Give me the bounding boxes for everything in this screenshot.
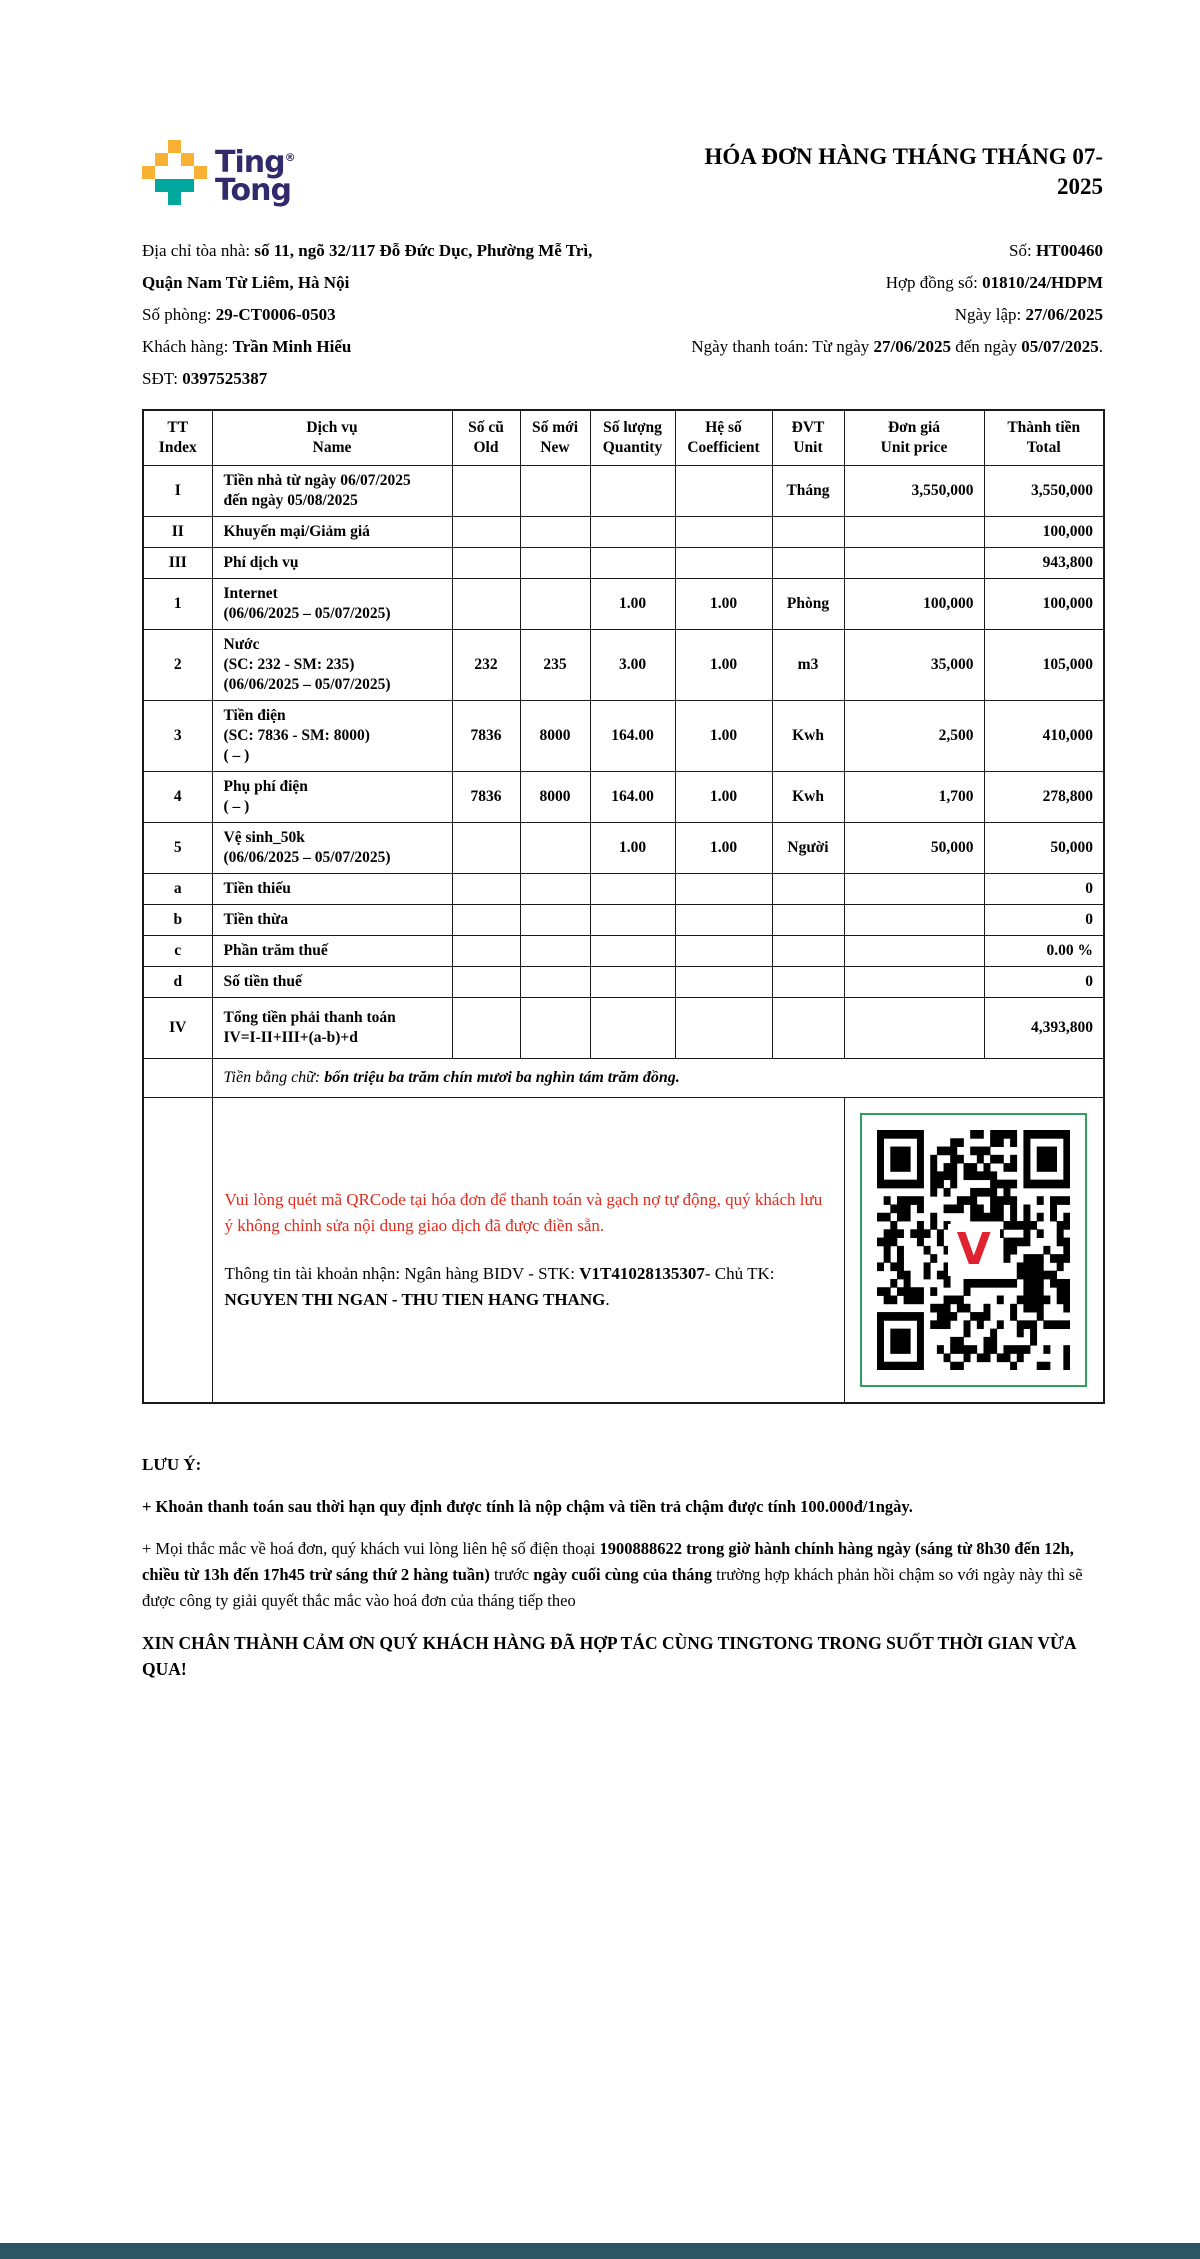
cell-unit-price	[844, 905, 984, 936]
cell-old: 232	[452, 630, 520, 701]
payment-instructions-cell	[212, 1098, 844, 1403]
cell-service-name: Tiền thiếu	[212, 874, 452, 905]
cell-quantity	[590, 466, 675, 517]
text-segment: đến ngày	[950, 337, 1022, 356]
text-segment: số 11, ngõ 32/117 Đỗ Đức Dục, Phường Mễ Trì,	[254, 241, 593, 260]
cell-new: 8000	[520, 772, 590, 823]
cell-new	[520, 548, 590, 579]
text-segment: ngày cuối cùng của tháng	[533, 1564, 712, 1584]
cell-unit	[772, 548, 844, 579]
tingtong-logo-icon	[142, 140, 207, 205]
cell-coefficient	[675, 517, 772, 548]
cell-unit-price: 50,000	[844, 823, 984, 874]
cell-total: 0	[984, 905, 1104, 936]
cell-index: III	[143, 548, 212, 579]
invoice-title-line1: HÓA ĐƠN HÀNG THÁNG THÁNG 07-	[704, 144, 1103, 169]
text-segment: trường hợp khách phản hồi chậm so với ngày này thì sẽ được công ty giải quyết thắc mắc vào hoá đơn của tháng tiếp theo	[142, 1564, 1083, 1610]
cell-index: I	[143, 466, 212, 517]
table-row	[143, 936, 1104, 967]
text-segment: 27/06/2025	[873, 337, 951, 356]
invoice-table-footer	[143, 1059, 1104, 1403]
note-hotline	[142, 1536, 1103, 1614]
cell-old	[452, 874, 520, 905]
invoice-page	[142, 140, 1103, 1698]
cell-service-name: Nước (SC: 232 - SM: 235) (06/06/2025 – 05/07/2025)	[212, 630, 452, 701]
cell-unit: Kwh	[772, 772, 844, 823]
brand-line1: Ting	[215, 145, 285, 180]
cell-service-name: Số tiền thuế	[212, 967, 452, 998]
cell-coefficient: 1.00	[675, 701, 772, 772]
payment-date-line	[691, 331, 1103, 363]
cell-unit-price: 100,000	[844, 579, 984, 630]
registered-mark: ®	[284, 151, 295, 164]
text-segment: bốn triệu ba trăm chín mươi ba nghìn tám trăm đồng.	[324, 1069, 680, 1086]
cell-coefficient	[675, 548, 772, 579]
text-segment: 05/07/2025	[1021, 337, 1099, 356]
table-row	[143, 823, 1104, 874]
table-row	[143, 905, 1104, 936]
cell-total: 943,800	[984, 548, 1104, 579]
cell-total: 0	[984, 967, 1104, 998]
amount-in-words-index-cell	[143, 1059, 212, 1098]
cell-coefficient	[675, 905, 772, 936]
cell-old	[452, 823, 520, 874]
cell-old: 7836	[452, 772, 520, 823]
table-row	[143, 772, 1104, 823]
brand-wordmark	[215, 144, 295, 208]
cell-unit-price	[844, 548, 984, 579]
table-row	[143, 630, 1104, 701]
cell-quantity	[590, 517, 675, 548]
col-header-name: Dịch vụ Name	[212, 410, 452, 466]
cell-service-name: Tiền nhà từ ngày 06/07/2025 đến ngày 05/08/2025	[212, 466, 452, 517]
cell-quantity	[590, 936, 675, 967]
cell-old: 7836	[452, 701, 520, 772]
col-header-index: TT Index	[143, 410, 212, 466]
table-row	[143, 967, 1104, 998]
cell-old	[452, 466, 520, 517]
text-segment: Ngày lập:	[954, 305, 1026, 324]
cell-unit-price: 2,500	[844, 701, 984, 772]
cell-new: 235	[520, 630, 590, 701]
cell-quantity: 1.00	[590, 823, 675, 874]
text-segment: SĐT:	[142, 369, 183, 388]
cell-coefficient: 1.00	[675, 823, 772, 874]
text-segment: Hợp đồng số:	[885, 273, 983, 292]
cell-coefficient	[675, 874, 772, 905]
text-segment: 0397525387	[182, 369, 268, 388]
table-row	[143, 701, 1104, 772]
invoice-table-body	[143, 466, 1104, 1059]
col-header-quantity: Số lượng Quantity	[590, 410, 675, 466]
cell-unit-price: 35,000	[844, 630, 984, 701]
cell-index: 4	[143, 772, 212, 823]
text-segment: Thông tin tài khoản nhận: Ngân hàng BIDV - STK:	[224, 1263, 580, 1283]
table-row	[143, 874, 1104, 905]
cell-coefficient	[675, 936, 772, 967]
cell-new	[520, 905, 590, 936]
cell-unit	[772, 905, 844, 936]
cell-unit: Tháng	[772, 466, 844, 517]
cell-total: 100,000	[984, 517, 1104, 548]
cell-total: 0.00 %	[984, 936, 1104, 967]
amount-in-words-row	[143, 1059, 1104, 1098]
table-row	[143, 579, 1104, 630]
text-segment: Khách hàng:	[142, 337, 233, 356]
cell-index: b	[143, 905, 212, 936]
text-segment: Địa chỉ tòa nhà:	[142, 241, 255, 260]
cell-old	[452, 517, 520, 548]
footer-bar	[0, 2243, 1200, 2259]
cell-total: 100,000	[984, 579, 1104, 630]
cell-total: 4,393,800	[984, 998, 1104, 1059]
cell-unit-price	[844, 967, 984, 998]
text-segment: Ngày thanh toán: Từ ngày	[691, 337, 874, 356]
cell-quantity	[590, 998, 675, 1059]
cell-index: c	[143, 936, 212, 967]
cell-old	[452, 579, 520, 630]
cell-unit: m3	[772, 630, 844, 701]
cell-old	[452, 998, 520, 1059]
vietqr-v-logo: V	[948, 1224, 1000, 1276]
cell-total: 105,000	[984, 630, 1104, 701]
col-header-unit-price: Đơn giá Unit price	[844, 410, 984, 466]
note-late-payment	[142, 1494, 1103, 1520]
closing-thanks: XIN CHÂN THÀNH CẢM ƠN QUÝ KHÁCH HÀNG ĐÃ HỢP TÁC CÙNG TINGTONG TRONG SUỐT THỜI GIAN VỪA QUA!	[142, 1632, 1076, 1679]
cell-unit	[772, 517, 844, 548]
cell-new	[520, 517, 590, 548]
cell-quantity	[590, 874, 675, 905]
invoice-info	[142, 235, 1103, 395]
cell-new	[520, 579, 590, 630]
cell-index: a	[143, 874, 212, 905]
payment-index-cell	[143, 1098, 212, 1403]
cell-service-name: Khuyến mại/Giảm giá	[212, 517, 452, 548]
contract-number-line	[691, 267, 1103, 299]
cell-index: 5	[143, 823, 212, 874]
text-segment: V1T41028135307	[579, 1263, 705, 1283]
cell-old	[452, 936, 520, 967]
text-segment: NGUYEN THI NGAN - THU TIEN HANG THANG	[224, 1289, 606, 1309]
cell-service-name: Tiền điện (SC: 7836 - SM: 8000) ( – )	[212, 701, 452, 772]
cell-index: II	[143, 517, 212, 548]
qr-code-frame	[860, 1113, 1087, 1387]
cell-unit-price: 3,550,000	[844, 466, 984, 517]
notes-section	[142, 1452, 1103, 1682]
cell-new: 8000	[520, 701, 590, 772]
cell-unit	[772, 967, 844, 998]
cell-coefficient	[675, 998, 772, 1059]
brand-line2: Tong	[215, 173, 291, 208]
qr-code-cell	[844, 1098, 1104, 1403]
text-segment: 01810/24/HDPM	[982, 273, 1103, 292]
invoice-title	[563, 142, 1103, 202]
cell-unit-price	[844, 998, 984, 1059]
text-segment: + Mọi thắc mắc về hoá đơn, quý khách vui lòng liên hệ số điện thoại	[142, 1538, 600, 1558]
cell-index: 1	[143, 579, 212, 630]
cell-service-name: Tổng tiền phải thanh toán IV=I-II+III+(a-b)+d	[212, 998, 452, 1059]
cell-unit: Phòng	[772, 579, 844, 630]
customer-name-line	[142, 331, 592, 363]
cell-quantity	[590, 967, 675, 998]
text-segment: trước	[489, 1564, 534, 1584]
qr-scan-note: Vui lòng quét mã QRCode tại hóa đơn để thanh toán và gạch nợ tự động, quý khách lưu ý không chỉnh sửa nội dung giao dịch đã được điền sẵn.	[224, 1189, 823, 1235]
cell-quantity: 164.00	[590, 772, 675, 823]
district-line	[142, 267, 592, 299]
bank-account-info	[225, 1261, 832, 1313]
cell-quantity: 3.00	[590, 630, 675, 701]
issue-date-line	[691, 299, 1103, 331]
cell-service-name: Phần trăm thuế	[212, 936, 452, 967]
cell-index: d	[143, 967, 212, 998]
table-row	[143, 548, 1104, 579]
phone-line	[142, 363, 592, 395]
col-header-old: Số cũ Old	[452, 410, 520, 466]
tingtong-logo	[142, 140, 295, 208]
table-row	[143, 466, 1104, 517]
text-segment: Trần Minh Hiếu	[232, 337, 352, 356]
col-header-total: Thành tiền Total	[984, 410, 1104, 466]
notes-title: LƯU Ý:	[142, 1454, 202, 1474]
invoice-header	[142, 140, 1103, 208]
cell-unit-price	[844, 936, 984, 967]
text-segment: Số phòng:	[142, 305, 216, 324]
col-header-coefficient: Hệ số Coefficient	[675, 410, 772, 466]
cell-total: 3,550,000	[984, 466, 1104, 517]
cell-quantity	[590, 905, 675, 936]
cell-old	[452, 548, 520, 579]
cell-total: 278,800	[984, 772, 1104, 823]
cell-unit: Người	[772, 823, 844, 874]
table-row	[143, 517, 1104, 548]
cell-index: 2	[143, 630, 212, 701]
invoice-table	[142, 409, 1105, 1404]
invoice-title-line2: 2025	[1057, 174, 1103, 199]
cell-new	[520, 874, 590, 905]
text-segment: + Khoản thanh toán sau thời hạn quy định được tính là nộp chậm và tiền trả chậm được tính 100.000đ/1ngày.	[142, 1496, 913, 1516]
cell-quantity: 1.00	[590, 579, 675, 630]
cell-coefficient: 1.00	[675, 630, 772, 701]
cell-unit-price	[844, 874, 984, 905]
cell-total: 50,000	[984, 823, 1104, 874]
cell-coefficient: 1.00	[675, 579, 772, 630]
cell-unit-price: 1,700	[844, 772, 984, 823]
info-right-column	[691, 235, 1103, 395]
invoice-table-header	[143, 410, 1104, 466]
payment-row	[143, 1098, 1104, 1403]
cell-new	[520, 967, 590, 998]
cell-old	[452, 967, 520, 998]
cell-old	[452, 905, 520, 936]
cell-coefficient: 1.00	[675, 772, 772, 823]
text-segment: .	[1098, 337, 1103, 356]
cell-service-name: Phí dịch vụ	[212, 548, 452, 579]
cell-service-name: Internet (06/06/2025 – 05/07/2025)	[212, 579, 452, 630]
amount-in-words	[212, 1059, 1104, 1098]
cell-unit-price	[844, 517, 984, 548]
cell-unit	[772, 998, 844, 1059]
cell-quantity: 164.00	[590, 701, 675, 772]
cell-new	[520, 936, 590, 967]
room-number-line	[142, 299, 592, 331]
cell-service-name: Phụ phí điện ( – )	[212, 772, 452, 823]
cell-unit: Kwh	[772, 701, 844, 772]
cell-new	[520, 998, 590, 1059]
cell-unit	[772, 874, 844, 905]
table-row	[143, 998, 1104, 1059]
cell-unit	[772, 936, 844, 967]
cell-index: IV	[143, 998, 212, 1059]
col-header-new: Số mới New	[520, 410, 590, 466]
cell-new	[520, 823, 590, 874]
invoice-number-line	[691, 235, 1103, 267]
text-segment: HT00460	[1035, 241, 1103, 260]
info-left-column	[142, 235, 592, 395]
cell-quantity	[590, 548, 675, 579]
text-segment: Tiền bằng chữ:	[223, 1069, 325, 1086]
cell-service-name: Vệ sinh_50k (06/06/2025 – 05/07/2025)	[212, 823, 452, 874]
building-address-line	[142, 235, 592, 267]
text-segment: 27/06/2025	[1025, 305, 1103, 324]
cell-index: 3	[143, 701, 212, 772]
col-header-unit: ĐVT Unit	[772, 410, 844, 466]
text-segment: .	[605, 1289, 610, 1309]
cell-new	[520, 466, 590, 517]
text-segment: 1900888622 trong giờ hành chính hàng ngày (sáng từ 8h30 đến 12h, chiều từ 13h đến 17h45 trừ sáng thứ 2 hàng tuần)	[142, 1538, 1074, 1584]
cell-total: 410,000	[984, 701, 1104, 772]
cell-service-name: Tiền thừa	[212, 905, 452, 936]
text-segment: - Chủ TK:	[704, 1263, 775, 1283]
text-segment: Số:	[1009, 241, 1036, 260]
cell-total: 0	[984, 874, 1104, 905]
cell-coefficient	[675, 967, 772, 998]
cell-coefficient	[675, 466, 772, 517]
text-segment: Quận Nam Từ Liêm, Hà Nội	[142, 273, 350, 292]
text-segment: 29-CT0006-0503	[215, 305, 336, 324]
